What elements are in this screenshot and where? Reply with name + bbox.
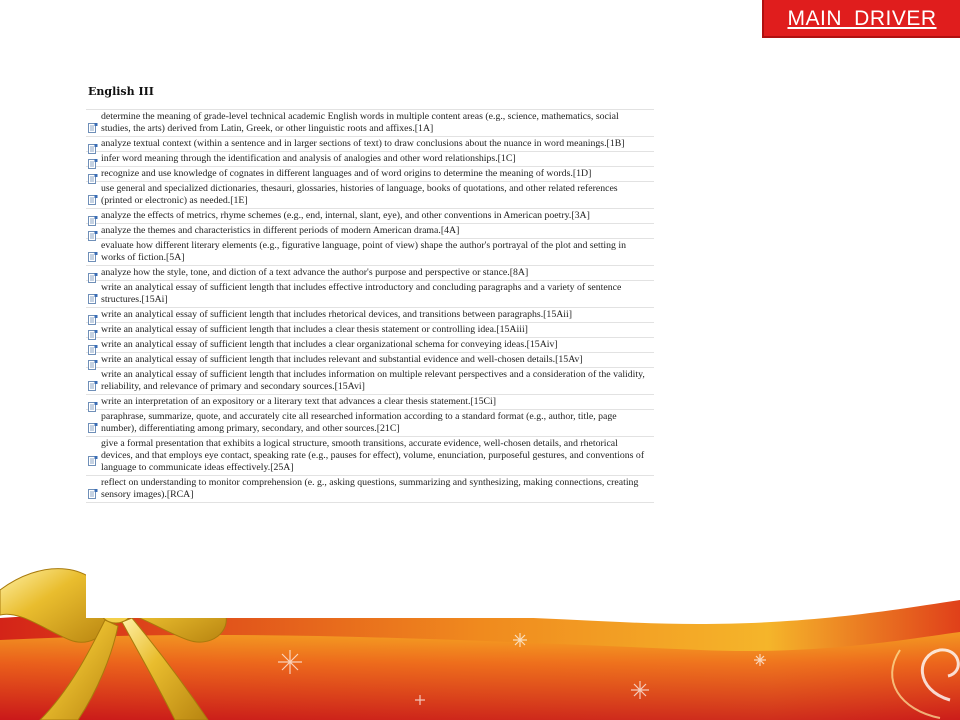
list-item (86, 224, 654, 239)
document-icon[interactable] (88, 451, 98, 461)
standard-text: paraphrase, summarize, quote, and accurately cite all researched information according to a standard format (e.g., author, title, page number), differentiating among primary, secondary, and other sources.[21C] (101, 411, 617, 434)
list-item (86, 266, 654, 281)
list-item (86, 368, 654, 395)
list-item (86, 410, 654, 437)
standard-text: write an interpretation of an expository or a literary text that advances a clear thesis statement.[15Ci] (101, 396, 496, 407)
standards-panel (86, 76, 656, 618)
standard-text: reflect on understanding to monitor comprehension (e. g., asking questions, summarizing and synthesizing, making connections, creating sensory images).[RCA] (101, 477, 639, 500)
list-item (86, 476, 654, 503)
standard-text: analyze how the style, tone, and diction of a text advance the author's purpose and perspective or stance.[8A] (101, 267, 529, 278)
standard-text: write an analytical essay of sufficient length that includes effective introductory and concluding paragraphs and a variety of sentence structures.[15Ai] (101, 282, 622, 305)
standard-text: use general and specialized dictionaries, thesauri, glossaries, histories of language, books of quotations, and other related references (printed or electronic) as needed.[1E] (101, 183, 618, 206)
standard-text: analyze the themes and characteristics in different periods of modern American drama.[4A] (101, 225, 460, 236)
list-item (86, 353, 654, 368)
document-icon[interactable] (88, 376, 98, 386)
standard-text: write an analytical essay of sufficient length that includes information on multiple relevant perspectives and a consideration of the validity, reliability, and relevance of primary and secondary sources.[15Avi] (101, 369, 645, 392)
document-icon[interactable] (88, 154, 98, 164)
document-icon[interactable] (88, 139, 98, 149)
document-icon[interactable] (88, 310, 98, 320)
standard-text: write an analytical essay of sufficient length that includes a clear thesis statement or controlling idea.[15Aiii] (101, 324, 528, 335)
list-item (86, 281, 654, 308)
document-icon[interactable] (88, 190, 98, 200)
standard-text: evaluate how different literary elements (e.g., figurative language, point of view) shape the author's portrayal of the plot and setting in works of fiction.[5A] (101, 240, 626, 263)
list-item (86, 395, 654, 410)
document-icon[interactable] (88, 118, 98, 128)
list-item (86, 308, 654, 323)
document-icon[interactable] (88, 355, 98, 365)
standard-text: determine the meaning of grade-level technical academic English words in multiple content areas (e.g., science, mathematics, social studies, the arts) derived from Latin, Greek, or other linguistic roots and affixes.[1A] (101, 111, 619, 134)
document-icon[interactable] (88, 484, 98, 494)
list-item (86, 182, 654, 209)
document-icon[interactable] (88, 268, 98, 278)
list-item (86, 167, 654, 182)
standard-text: analyze the effects of metrics, rhyme schemes (e.g., end, internal, slant, eye), and other conventions in American poetry.[3A] (101, 210, 590, 221)
standard-text: infer word meaning through the identification and analysis of analogies and other word relationships.[1C] (101, 153, 516, 164)
list-item (86, 338, 654, 353)
document-icon[interactable] (88, 247, 98, 257)
document-icon[interactable] (88, 340, 98, 350)
list-item (86, 137, 654, 152)
document-icon[interactable] (88, 418, 98, 428)
main-driver-link[interactable]: MAIN_DRIVER (787, 7, 937, 30)
document-icon[interactable] (88, 325, 98, 335)
document-icon[interactable] (88, 226, 98, 236)
list-item (86, 209, 654, 224)
list-item (86, 323, 654, 338)
document-icon[interactable] (88, 397, 98, 407)
standard-text: recognize and use knowledge of cognates in different languages and of word origins to determine the meaning of words.[1D] (101, 168, 592, 179)
list-item (86, 152, 654, 167)
document-icon[interactable] (88, 169, 98, 179)
standard-text: write an analytical essay of sufficient length that includes relevant and substantial evidence and well-chosen details.[15Av] (101, 354, 583, 365)
standards-list (86, 109, 654, 503)
list-item (86, 239, 654, 266)
document-icon[interactable] (88, 211, 98, 221)
standard-text: write an analytical essay of sufficient length that includes rhetorical devices, and transitions between paragraphs.[15Aii] (101, 309, 572, 320)
list-item (86, 110, 654, 137)
standard-text: write an analytical essay of sufficient length that includes a clear organizational schema for conveying ideas.[15Aiv] (101, 339, 558, 350)
page-title: English III (88, 85, 154, 98)
standard-text: analyze textual context (within a sentence and in larger sections of text) to draw conclusions about the nuance in word meanings.[1B] (101, 138, 625, 149)
document-icon[interactable] (88, 289, 98, 299)
list-item (86, 437, 654, 476)
standard-text: give a formal presentation that exhibits a logical structure, smooth transitions, accurate evidence, well-chosen details, and rhetorical devices, and that employs eye contact, speaking rate (e.g., pauses for effect), volume, enunciation, purposeful gestures, and conventions of language to communicate ideas effectively.[25A] (101, 438, 645, 473)
main-driver-button[interactable] (762, 0, 960, 38)
